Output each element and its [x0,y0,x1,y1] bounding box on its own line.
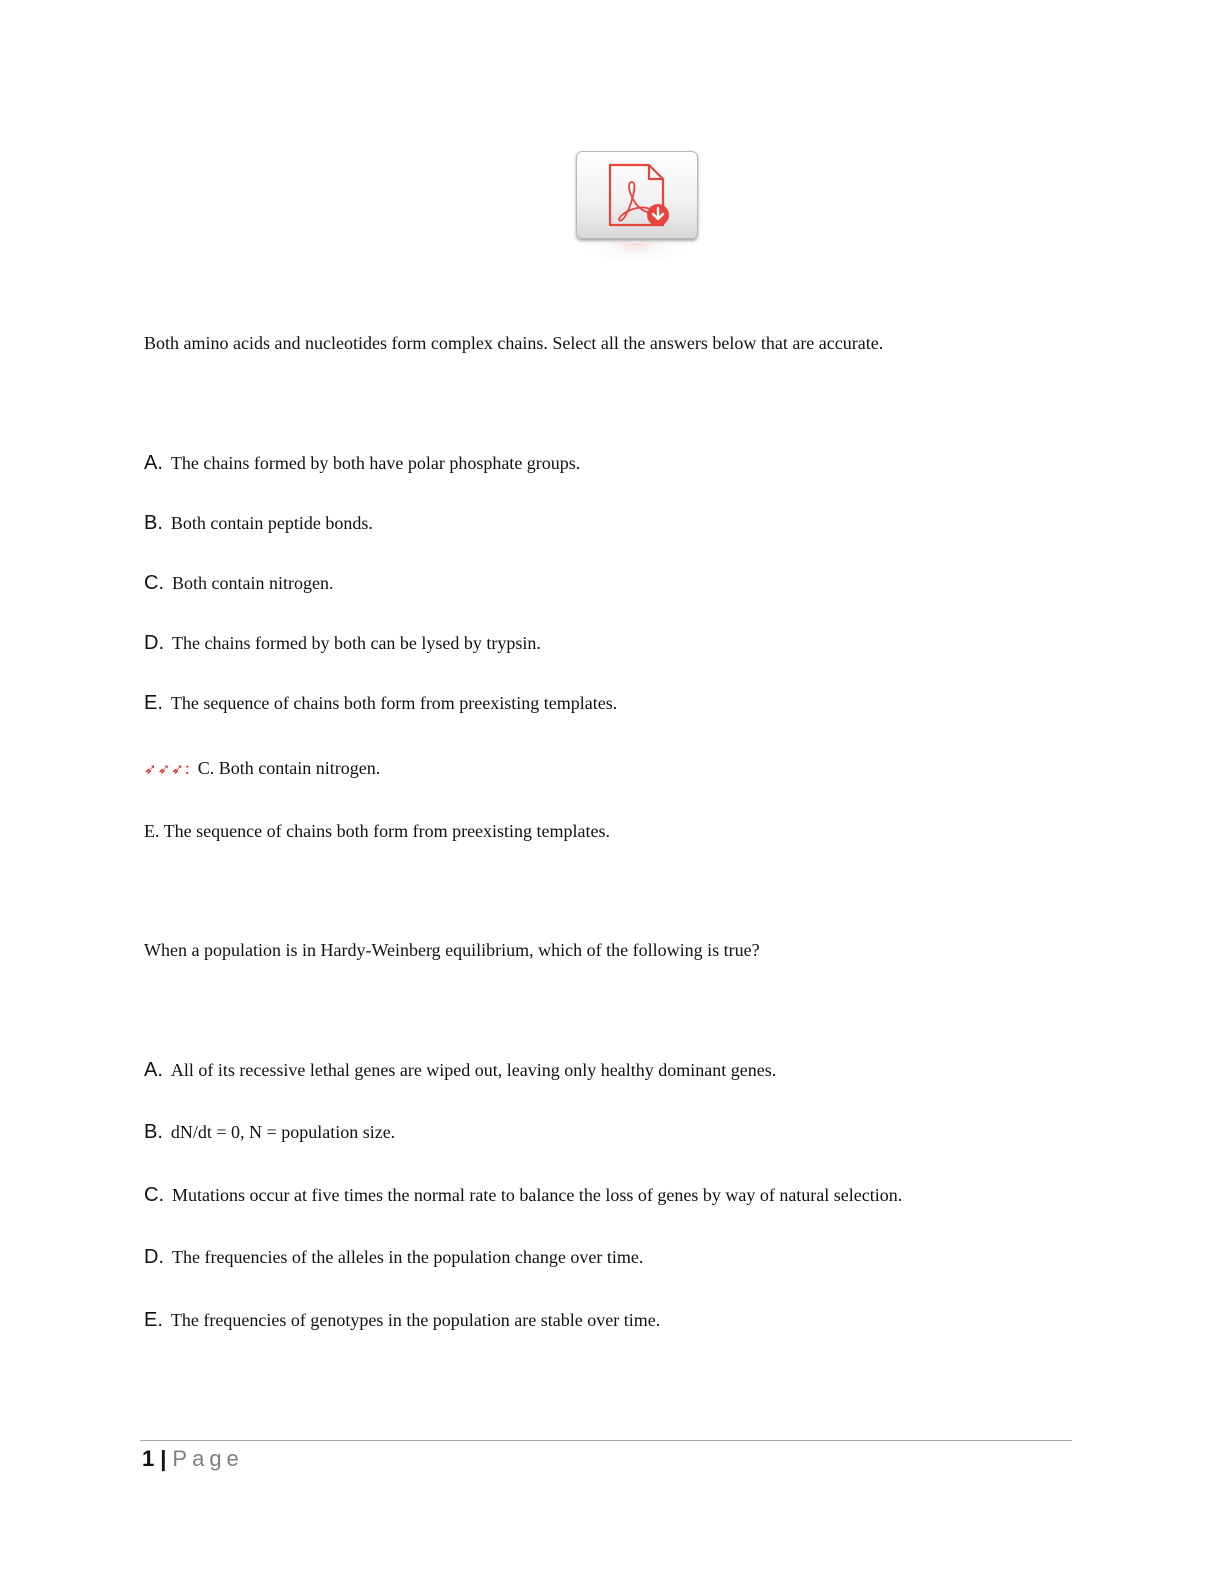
answer-arrows-icon: ➶➶➶ [144,760,185,778]
option-letter: D. [144,1246,164,1268]
option-letter: D. [144,632,164,654]
option-text: dN/dt = 0, N = population size. [170,1122,396,1142]
footer-divider [140,1440,1072,1441]
option-text: The chains formed by both have polar phosphate groups. [170,453,581,473]
option-text: All of its recessive lethal genes are wiped out, leaving only healthy dominant genes. [170,1060,777,1080]
question-1-option-b[interactable] [144,512,373,534]
pdf-download-icon [577,152,697,238]
option-text: Both contain nitrogen. [172,573,334,593]
question-1-answer [144,757,380,780]
question-2-option-c[interactable] [144,1184,902,1206]
option-letter: B. [144,512,163,534]
option-letter: A. [144,452,163,474]
question-2-option-b[interactable] [144,1121,395,1143]
option-text: Both contain peptide bonds. [170,513,373,533]
option-text: The frequencies of the alleles in the population change over time. [172,1247,644,1267]
pdf-logo-reflection [584,243,688,263]
page-footer [142,1445,244,1473]
question-2-option-a[interactable] [144,1059,776,1081]
question-2-option-d[interactable] [144,1246,643,1268]
question-1-answer-line-2: E. The sequence of chains both form from preexisting templates. [144,821,611,841]
option-letter: C. [144,572,164,594]
answer-line-1: C. Both contain nitrogen. [197,758,381,778]
pdf-download-button[interactable] [576,151,698,239]
option-text: The sequence of chains both form from preexisting templates. [170,693,618,713]
option-letter: B. [144,1121,163,1143]
page-separator: | [160,1446,167,1471]
question-2-prompt: When a population is in Hardy-Weinberg equilibrium, which of the following is true? [144,940,760,960]
question-2-option-e[interactable] [144,1309,660,1331]
option-letter: C. [144,1184,164,1206]
option-letter: E. [144,692,163,714]
answer-colon: : [184,758,190,778]
option-text: The frequencies of genotypes in the population are stable over time. [170,1310,661,1330]
option-letter: E. [144,1309,163,1331]
option-text: The chains formed by both can be lysed by trypsin. [172,633,541,653]
question-1-option-a[interactable] [144,452,580,474]
pdf-download-logo[interactable] [576,151,698,269]
question-1-option-c[interactable] [144,572,333,594]
question-1-option-d[interactable] [144,632,541,654]
question-1-prompt: Both amino acids and nucleotides form complex chains. Select all the answers below that are accurate. [144,333,884,353]
option-letter: A. [144,1059,163,1081]
page-number: 1 [142,1446,155,1471]
page-label: Page [172,1446,244,1471]
question-1-option-e[interactable] [144,692,617,714]
option-text: Mutations occur at five times the normal rate to balance the loss of genes by way of natural selection. [172,1185,903,1205]
